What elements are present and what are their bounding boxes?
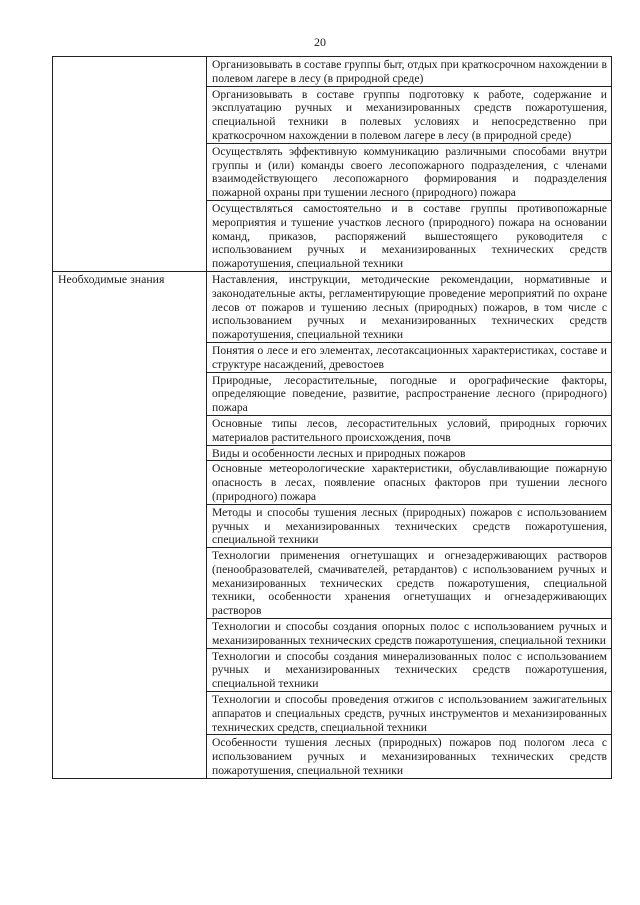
knowledge-item: Основные метеорологические характеристики, обуславливающие пожарную опасность в лесах, появление опасных факторов при тушении лесного (природного) пожара (207, 461, 612, 504)
knowledge-item: Природные, лесорастительные, погодные и орографические факторы, определяющие поведение, развитие, распространение лесного (природного) пожара (207, 372, 612, 415)
knowledge-item: Понятия о лесе и его элементах, лесотаксационных характеристиках, составе и структуре насаждений, древостоев (207, 342, 612, 372)
skill-item: Осуществляться самостоятельно и в составе группы противопожарные мероприятия и тушение участков лесного (природного) пожара на основании команд, приказов, распоряжений вышестоящего руководителя с использованием ручных и механизированных технических средств пожаротушения, специальной техники (207, 200, 612, 271)
knowledge-label: Необходимые знания (53, 271, 207, 778)
table-row (53, 57, 612, 87)
knowledge-item: Основные типы лесов, лесорастительных условий, природных горючих материалов растительного происхождения, почв (207, 415, 612, 445)
skills-label-cell (53, 57, 207, 272)
knowledge-item: Технологии и способы создания минерализованных полос с использованием ручных и механизированных технических средств пожаротушения, специальной техники (207, 648, 612, 691)
page-number: 20 (314, 35, 326, 49)
skill-item: Организовывать в составе группы подготовку к работе, содержание и эксплуатацию ручных и механизированных средств пожаротушения, специальной техники в полевых условиях и непосредственно при краткосрочном нахождении в полевом лагере в лесу (в природной среде) (207, 86, 612, 143)
knowledge-item: Технологии применения огнетушащих и огнезадерживающих растворов (пенообразователей, смачивателей, ретардантов) с использованием ручных и механизированных технических средств пожаротушения, специальной техники, особенности хранения огнетушащих и огнезадерживающих растворов (207, 548, 612, 619)
knowledge-item: Технологии и способы создания опорных полос с использованием ручных и механизированных технических средств пожаротушения, специальной техники (207, 619, 612, 649)
skill-item: Организовывать в составе группы быт, отдых при краткосрочном нахождении в полевом лагере в лесу (в природной среде) (207, 57, 612, 87)
table-row (53, 271, 612, 342)
knowledge-item: Методы и способы тушения лесных (природных) пожаров с использованием ручных и механизированных технических средств пожаротушения, специальной техники (207, 504, 612, 547)
knowledge-item: Наставления, инструкции, методические рекомендации, нормативные и законодательные акты, регламентирующие проведение мероприятий по охране лесов от пожаров и тушению лесных (природных) пожаров, в том числе с использованием ручных и механизированных технических средств пожаротушения, специальной техники (207, 271, 612, 342)
skill-item: Осуществлять эффективную коммуникацию различными способами внутри группы и (или) команды своего лесопожарного подразделения, с членами взаимодействующего лесопожарного формирования и подразделения пожарной охраны при тушении лесного (природного) пожара (207, 143, 612, 200)
knowledge-item: Особенности тушения лесных (природных) пожаров под пологом леса с использованием ручных и механизированных технических средств пожаротушения, специальной техники (207, 735, 612, 778)
knowledge-item: Технологии и способы проведения отжигов с использованием зажигательных аппаратов и специальных средств, ручных инструментов и механизированных технических средств, специальной техники (207, 692, 612, 735)
requirements-table (52, 56, 612, 779)
knowledge-item: Виды и особенности лесных и природных пожаров (207, 445, 612, 461)
